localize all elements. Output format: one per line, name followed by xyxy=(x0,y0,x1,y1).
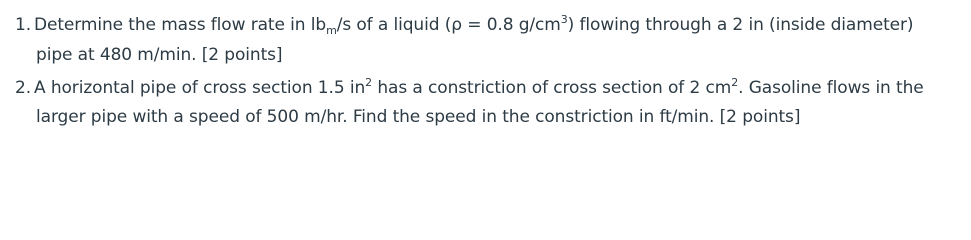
problem-2-text-b: has a constriction of cross section of 2 cm xyxy=(372,78,732,98)
problem-1-line-2: pipe at 480 m/min. [2 points] xyxy=(36,45,283,65)
problem-2-line-2: larger pipe with a speed of 500 m/hr. Find the speed in the constriction in ft/min. [2 points] xyxy=(36,107,801,127)
problem-1-text-c: ) flowing through a 2 in (inside diameter) xyxy=(567,15,914,35)
problem-1-text-a: Determine the mass flow rate in lb xyxy=(34,15,327,35)
problem-1-subscript-m: m xyxy=(326,24,337,37)
problem-1-superscript-3: 3 xyxy=(560,13,568,26)
problem-1-line-1 xyxy=(34,14,913,36)
problem-2-superscript-cm: 2 xyxy=(731,76,739,89)
problem-2-text-c: . Gasoline flows in the xyxy=(738,78,924,98)
problem-1-number: 1. xyxy=(15,15,32,35)
problem-1-text-b: /s of a liquid (ρ = 0.8 g/cm xyxy=(336,15,561,35)
problem-2-line-1 xyxy=(34,77,924,99)
problem-2-text-a: A horizontal pipe of cross section 1.5 in xyxy=(34,78,366,98)
problem-2-superscript-in: 2 xyxy=(365,76,373,89)
problem-2-number: 2. xyxy=(15,78,32,98)
